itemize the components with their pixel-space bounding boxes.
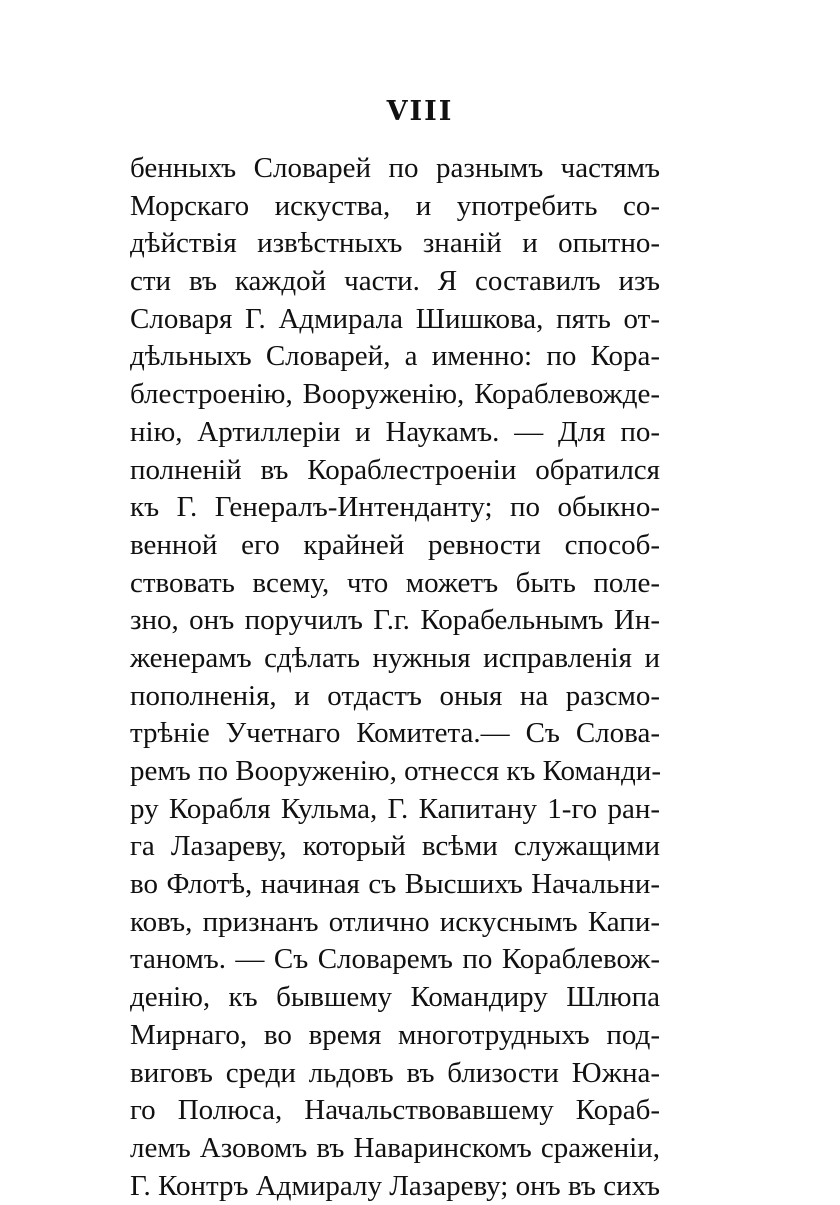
- text-line: женерамъ сдѣлать нужныя исправленія и: [130, 641, 660, 674]
- page-number: VIII: [386, 96, 454, 127]
- body-text: [130, 150, 660, 1205]
- text-line: пополненія, и отдастъ оныя на разсмо-: [130, 679, 660, 712]
- text-line: венной его крайней ревности способ-: [130, 528, 660, 561]
- text-line: ствовать всему, что можетъ быть поле-: [130, 566, 660, 599]
- text-line: денію, къ бывшему Командиру Шлюпа: [130, 981, 660, 1014]
- text-line: Мирнаго, во время многотрудныхъ под-: [130, 1018, 660, 1051]
- text-line: полненій въ Кораблестроеніи обратился: [130, 453, 660, 486]
- text-line: Г. Контръ Адмиралу Лазареву; онъ въ сихъ: [130, 1169, 660, 1202]
- text-line: Словаря Г. Адмирала Шишкова, пять от-: [130, 302, 660, 335]
- text-line: ремъ по Вооруженію, отнесся къ Команди-: [130, 755, 661, 787]
- text-line: трѣніе Учетнаго Комитета.— Съ Слова-: [130, 717, 660, 750]
- text-line: Морскаго искуства, и употребить со-: [130, 189, 660, 222]
- text-line: сти въ каждой части. Я составилъ изъ: [130, 265, 660, 298]
- text-line: нію, Артиллеріи и Наукамъ. — Для по-: [130, 415, 660, 448]
- text-line: таномъ. — Съ Словаремъ по Кораблевож-: [130, 943, 660, 976]
- text-line: ру Корабля Кульма, Г. Капитану 1-го ран-: [130, 792, 660, 825]
- text-line: га Лазареву, который всѣми служащими: [130, 830, 660, 863]
- text-line: го Полюса, Начальствовавшему Кораб-: [130, 1094, 660, 1127]
- text-line: дѣльныхъ Словарей, а именно: по Кора-: [130, 340, 660, 373]
- text-line: блестроенію, Вооруженію, Кораблевожде-: [130, 378, 660, 411]
- text-line: ковъ, признанъ отлично искуснымъ Капи-: [130, 905, 660, 938]
- text-line: лемъ Азовомъ въ Наваринскомъ сраженіи,: [130, 1131, 660, 1164]
- text-line: бенныхъ Словарей по разнымъ частямъ: [130, 152, 660, 184]
- text-line: дѣйствія извѣстныхъ знаній и опытно-: [130, 227, 660, 260]
- text-line: къ Г. Генералъ-Интенданту; по обыкно-: [130, 491, 660, 524]
- text-line: во Флотѣ, начиная съ Высшихъ Начальни-: [130, 868, 660, 901]
- text-line: виговъ среди льдовъ въ близости Южна-: [130, 1056, 660, 1089]
- text-line: зно, онъ поручилъ Г.г. Корабельнымъ Ин-: [130, 604, 660, 637]
